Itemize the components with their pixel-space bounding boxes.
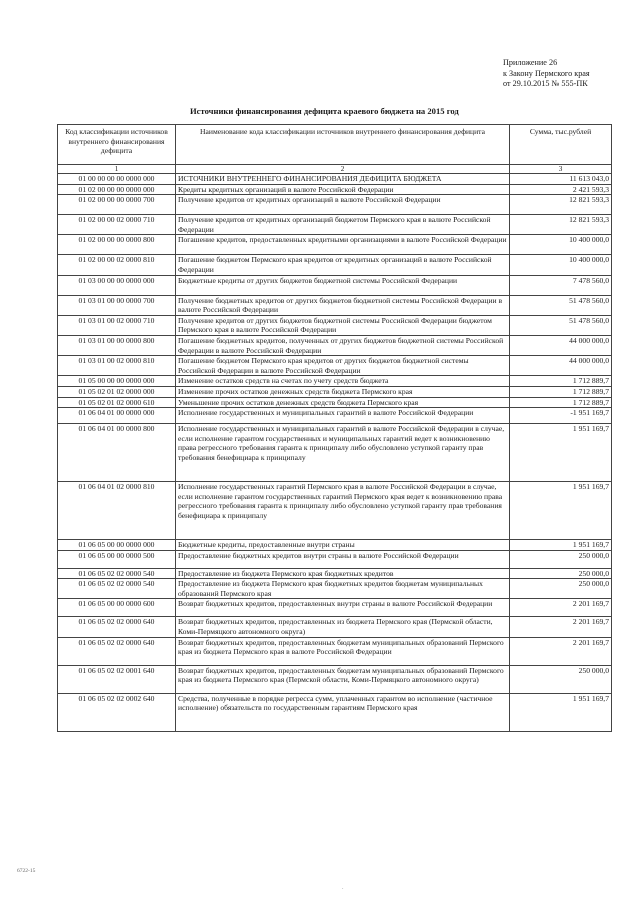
footer-code: 6722-15 (17, 868, 36, 874)
header-amount: Сумма, тыс.рублей (510, 125, 612, 165)
row-amount: 2 201 169,7 (510, 637, 612, 665)
table-row (58, 315, 612, 335)
row-code: 01 03 01 00 00 0000 700 (58, 295, 176, 315)
row-code: 01 06 05 02 02 0002 640 (58, 693, 176, 731)
row-amount: 12 821 593,3 (510, 195, 612, 215)
table-row (58, 568, 612, 579)
row-name: Получение кредитов от кредитных организаций в валюте Российской Федерации (176, 195, 510, 215)
row-code: 01 03 01 00 02 0000 810 (58, 356, 176, 376)
table-row (58, 376, 612, 387)
row-name: Исполнение государственных и муниципальных гарантий в валюте Российской Федерации в случае, если исполнение гарантом государственных и муниципальных гарантий ведет к возникновению права регрессного требования гаранта к принципалу либо обусловлено уступкой гаранту прав требования бенефициара к принципалу (176, 424, 510, 482)
table-row (58, 295, 612, 315)
table-row (58, 184, 612, 195)
row-name: Погашение бюджетом Пермского края кредитов от других бюджетов бюджетной системы Российской Федерации в валюте Российской Федерации (176, 356, 510, 376)
row-code: 01 06 05 02 02 0000 540 (58, 568, 176, 579)
appendix-line-1: Приложение 26 (503, 58, 558, 67)
table-row (58, 195, 612, 215)
row-code: 01 03 01 00 00 0000 800 (58, 335, 176, 355)
row-name: Получение кредитов от других бюджетов бюджетной системы Российской Федерации бюджетом Пермского края в валюте Российской Федерации (176, 315, 510, 335)
row-amount: 1 712 889,7 (510, 376, 612, 387)
row-name: Исполнение государственных и муниципальных гарантий в валюте Российской Федерации (176, 408, 510, 424)
row-name: Возврат бюджетных кредитов, предоставленных бюджетам муниципальных образований Пермского края из бюджета Пермского края (Пермской области, Коми-Пермяцкого автономного округа) (176, 665, 510, 693)
row-amount: 1 951 169,7 (510, 540, 612, 551)
table-row (58, 255, 612, 275)
row-amount: 51 478 560,0 (510, 295, 612, 315)
appendix-line-2: к Закону Пермского края (503, 68, 590, 78)
row-name: Получение бюджетных кредитов от других бюджетов бюджетной системы Российской Федерации в валюте Российской Федерации (176, 295, 510, 315)
table-row (58, 235, 612, 255)
row-amount: 2 201 169,7 (510, 617, 612, 637)
column-number-row (58, 165, 612, 174)
row-code: 01 02 00 00 00 0000 700 (58, 195, 176, 215)
row-code: 01 03 00 00 00 0000 000 (58, 275, 176, 295)
row-code: 01 06 04 01 00 0000 000 (58, 408, 176, 424)
row-name: Изменение остатков средств на счетах по учету средств бюджета (176, 376, 510, 387)
row-amount: 1 951 169,7 (510, 482, 612, 540)
row-name: Уменьшение прочих остатков денежных средств бюджета Пермского края (176, 397, 510, 408)
table-row (58, 356, 612, 376)
row-amount: 1 712 889,7 (510, 386, 612, 397)
row-name: Предоставление из бюджета Пермского края бюджетных кредитов бюджетам муниципальных образований Пермского края (176, 579, 510, 599)
row-amount: 44 000 000,0 (510, 335, 612, 355)
row-code: 01 06 05 02 02 0001 640 (58, 665, 176, 693)
column-number: 2 (176, 165, 510, 174)
column-number: 3 (510, 165, 612, 174)
row-name: Погашение бюджетом Пермского края кредитов от кредитных организаций в валюте Российской Федерации (176, 255, 510, 275)
row-name: Бюджетные кредиты от других бюджетов бюджетной системы Российской Федерации (176, 275, 510, 295)
row-amount: 2 201 169,7 (510, 599, 612, 617)
row-amount: 250 000,0 (510, 568, 612, 579)
row-amount: 250 000,0 (510, 665, 612, 693)
row-amount: 1 712 889,7 (510, 397, 612, 408)
row-amount: 10 400 000,0 (510, 255, 612, 275)
row-code: 01 06 05 02 02 0000 540 (58, 579, 176, 599)
table-row (58, 599, 612, 617)
row-code: 01 06 05 02 02 0000 640 (58, 637, 176, 665)
table-row (58, 665, 612, 693)
table-row (58, 215, 612, 235)
row-code: 01 06 04 01 00 0000 800 (58, 424, 176, 482)
header-name: Наименование кода классификации источников внутреннего финансирования дефицита (176, 125, 510, 165)
row-code: 01 03 01 00 02 0000 710 (58, 315, 176, 335)
appendix-line-3: от 29.10.2015 № 555-ПК (503, 79, 588, 88)
row-code: 01 05 02 01 02 0000 000 (58, 386, 176, 397)
row-amount: 44 000 000,0 (510, 356, 612, 376)
row-amount: 2 421 593,3 (510, 184, 612, 195)
row-amount: 7 478 560,0 (510, 275, 612, 295)
row-code: 01 05 02 01 02 0000 610 (58, 397, 176, 408)
table-row (58, 386, 612, 397)
row-code: 01 06 05 00 00 0000 500 (58, 550, 176, 568)
row-name: Возврат бюджетных кредитов, предоставленных внутри страны в валюте Российской Федерации (176, 599, 510, 617)
row-name: Получение кредитов от кредитных организаций бюджетом Пермского края в валюте Российской Федерации (176, 215, 510, 235)
table-row (58, 408, 612, 424)
table-row (58, 550, 612, 568)
row-amount: 10 400 000,0 (510, 235, 612, 255)
row-code: 01 06 04 01 02 0000 810 (58, 482, 176, 540)
row-name: Кредиты кредитных организаций в валюте Российской Федерации (176, 184, 510, 195)
row-name: Возврат бюджетных кредитов, предоставленных бюджетам муниципальных образований Пермского края из бюджета Пермского края в валюте Российской Федерации (176, 637, 510, 665)
table-header-row (58, 125, 612, 165)
row-name: Предоставление из бюджета Пермского края бюджетных кредитов (176, 568, 510, 579)
table-row (58, 335, 612, 355)
table-row (58, 637, 612, 665)
row-amount: 250 000,0 (510, 550, 612, 568)
column-number: 1 (58, 165, 176, 174)
table-row (58, 617, 612, 637)
row-code: 01 02 00 00 02 0000 710 (58, 215, 176, 235)
table-row (58, 693, 612, 731)
table-row (58, 397, 612, 408)
row-code: 01 00 00 00 00 0000 000 (58, 174, 176, 185)
row-name: ИСТОЧНИКИ ВНУТРЕННЕГО ФИНАНСИРОВАНИЯ ДЕФИЦИТА БЮДЖЕТА (176, 174, 510, 185)
table-row (58, 482, 612, 540)
row-amount: 12 821 593,3 (510, 215, 612, 235)
row-name: Погашение кредитов, предоставленных кредитными организациями в валюте Российской Федерации (176, 235, 510, 255)
row-name: Исполнение государственных гарантий Пермского края в валюте Российской Федерации в случае, если исполнение гарантом государственных гарантий Пермского края ведет к возникновению права регрессного требования гаранта к принципалу либо обусловлено уступкой гаранту прав требования бенефициара к принципалу (176, 482, 510, 540)
table-row (58, 540, 612, 551)
row-amount: 11 613 043,0 (510, 174, 612, 185)
table-row (58, 424, 612, 482)
table-row (58, 174, 612, 185)
financing-sources-table (57, 124, 612, 732)
row-name: Возврат бюджетных кредитов, предоставленных из бюджета Пермского края (Пермской области, Коми-Пермяцкого автономного округа) (176, 617, 510, 637)
header-code: Код классификации источников внутреннего финансирования дефицита (58, 125, 176, 165)
row-code: 01 05 00 00 00 0000 000 (58, 376, 176, 387)
row-code: 01 06 05 00 00 0000 000 (58, 540, 176, 551)
row-name: Средства, полученные в порядке регресса сумм, уплаченных гарантом во исполнение (частичное исполнение) обязательств по государственным гарантиям Пермского края (176, 693, 510, 731)
row-code: 01 06 05 00 00 0000 600 (58, 599, 176, 617)
document-title: Источники финансирования дефицита краевого бюджета на 2015 год (190, 106, 459, 116)
row-name: Бюджетные кредиты, предоставленные внутри страны (176, 540, 510, 551)
row-amount: 1 951 169,7 (510, 424, 612, 482)
table-body (58, 174, 612, 732)
table-row (58, 275, 612, 295)
row-code: 01 02 00 00 02 0000 810 (58, 255, 176, 275)
table-row (58, 579, 612, 599)
row-amount: 250 000,0 (510, 579, 612, 599)
row-amount: 51 478 560,0 (510, 315, 612, 335)
row-amount: -1 951 169,7 (510, 408, 612, 424)
row-code: 01 06 05 02 02 0000 640 (58, 617, 176, 637)
row-amount: 1 951 169,7 (510, 693, 612, 731)
row-name: Погашение бюджетных кредитов, полученных от других бюджетов бюджетной системы Российской Федерации в валюте Российской Федерации (176, 335, 510, 355)
row-name: Предоставление бюджетных кредитов внутри страны в валюте Российской Федерации (176, 550, 510, 568)
row-code: 01 02 00 00 00 0000 800 (58, 235, 176, 255)
row-code: 01 02 00 00 00 0000 000 (58, 184, 176, 195)
row-name: Изменение прочих остатков денежных средств бюджета Пермского края (176, 386, 510, 397)
footer-mark: . (342, 885, 344, 891)
appendix-block (503, 58, 590, 90)
